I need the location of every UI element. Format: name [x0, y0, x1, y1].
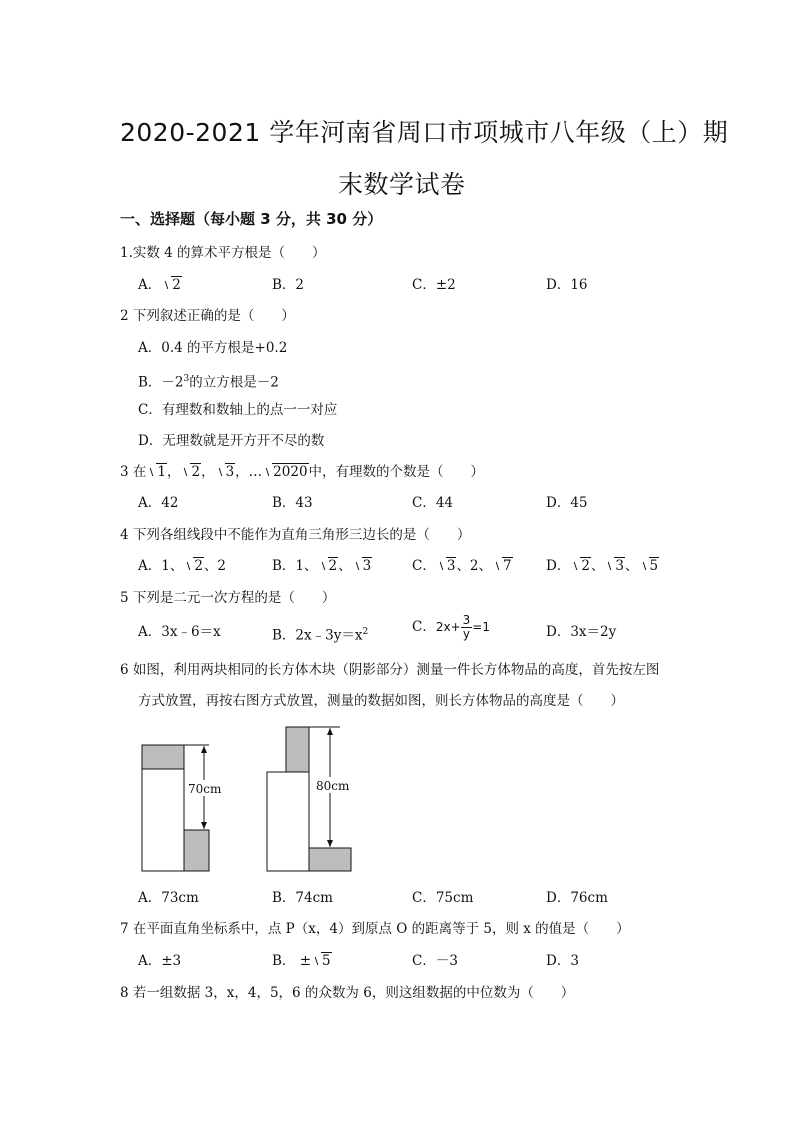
question-4-option-c: C． 3、2、 7: [412, 558, 512, 574]
question-5-option-a: A．3x﹣6＝x: [138, 624, 221, 640]
question-3-option-c: C．44: [412, 495, 454, 511]
question-7-option-c: C．－3: [412, 953, 458, 969]
question-2-option-a: A．0.4 的平方根是+0.2: [138, 340, 288, 356]
right-dimension-label: 80cm: [316, 779, 350, 793]
question-6-line2: 方式放置，再按右图方式放置，测量的数据如图，则长方体物品的高度是（ ）: [138, 693, 624, 709]
question-6-option-c: C．75cm: [412, 890, 474, 906]
question-6-line1: 6 如图，利用两块相同的长方体木块（阴影部分）测量一件长方体物品的高度，首先按左图: [120, 662, 660, 678]
question-8-stem: 8 若一组数据 3，x，4，5，6 的众数为 6，则这组数据的中位数为（ ）: [120, 985, 575, 1001]
question-1-option-b: B．2: [272, 277, 305, 293]
question-5-option-b: B．$2x﹣3y=x^2$: [272, 627, 369, 644]
question-2-option-d: D．无理数就是开方开不尽的数: [138, 433, 325, 449]
question-2-option-c: C．有理数和数轴上的点一一对应: [138, 402, 338, 418]
question-6-option-a: A．73cm: [138, 890, 199, 906]
question-4-option-b: B．1、 2、 3: [272, 558, 372, 574]
right-object-box: [267, 772, 309, 871]
question-7-option-d: D．3: [546, 953, 579, 969]
question-3-option-b: B．43: [272, 495, 313, 511]
question-5-option-c: C．2x+ $\frac{3}{y}$ =1: [412, 613, 490, 641]
right-bottom-block-shaded: [309, 848, 351, 871]
question-4-stem: 4 下列各组线段中不能作为直角三角形三边长的是（ ）: [120, 527, 471, 543]
question-1-option-c: C．±2: [412, 277, 456, 293]
question-7-option-a: A．±3: [138, 953, 182, 969]
question-6-figure: [130, 722, 370, 882]
left-dimension-label: 70cm: [188, 782, 222, 796]
question-1-option-a: A． 2: [138, 277, 181, 293]
question-3-option-d: D．45: [546, 495, 588, 511]
page-title-line2: 末数学试卷: [338, 170, 466, 199]
left-bottom-block-shaded: [184, 830, 209, 871]
question-2-option-b: B．$-2^3$的立方根是－2: [138, 374, 279, 391]
page-title-line1: 2020-2021 学年河南省周口市项城市八年级（上）期: [120, 118, 729, 147]
question-6-option-b: B．74cm: [272, 890, 333, 906]
question-6-option-d: D．76cm: [546, 890, 608, 906]
question-5-option-d: D．3x＝2y: [546, 624, 617, 640]
question-7-stem: 7 在平面直角坐标系中，点 P（x，4）到原点 O 的距离等于 5，则 x 的值是（ ）: [120, 921, 630, 937]
question-3-option-a: A．42: [138, 495, 179, 511]
question-1-option-d: D．16: [546, 277, 588, 293]
question-3-stem: 3 在 1， 2， 3，… 2020中，有理数的个数是（ ）: [120, 464, 485, 480]
question-4-option-a: A．1、 2、2: [138, 558, 227, 574]
question-2-stem: 2 下列叙述正确的是（ ）: [120, 308, 295, 324]
question-1-stem: 1.实数 4 的算术平方根是（ ）: [120, 245, 326, 261]
left-top-block-shaded: [142, 745, 184, 769]
section-heading: 一、选择题（每小题 3 分，共 30 分）: [120, 210, 383, 228]
fraction-3-over-y: $\frac{3}{y}$: [462, 613, 471, 641]
question-5-stem: 5 下列是二元一次方程的是（ ）: [120, 590, 336, 606]
right-top-block-shaded: [286, 727, 309, 772]
question-7-option-b: B． ± 5: [272, 953, 331, 969]
question-4-option-d: D． 2、 3、 5: [546, 558, 659, 574]
